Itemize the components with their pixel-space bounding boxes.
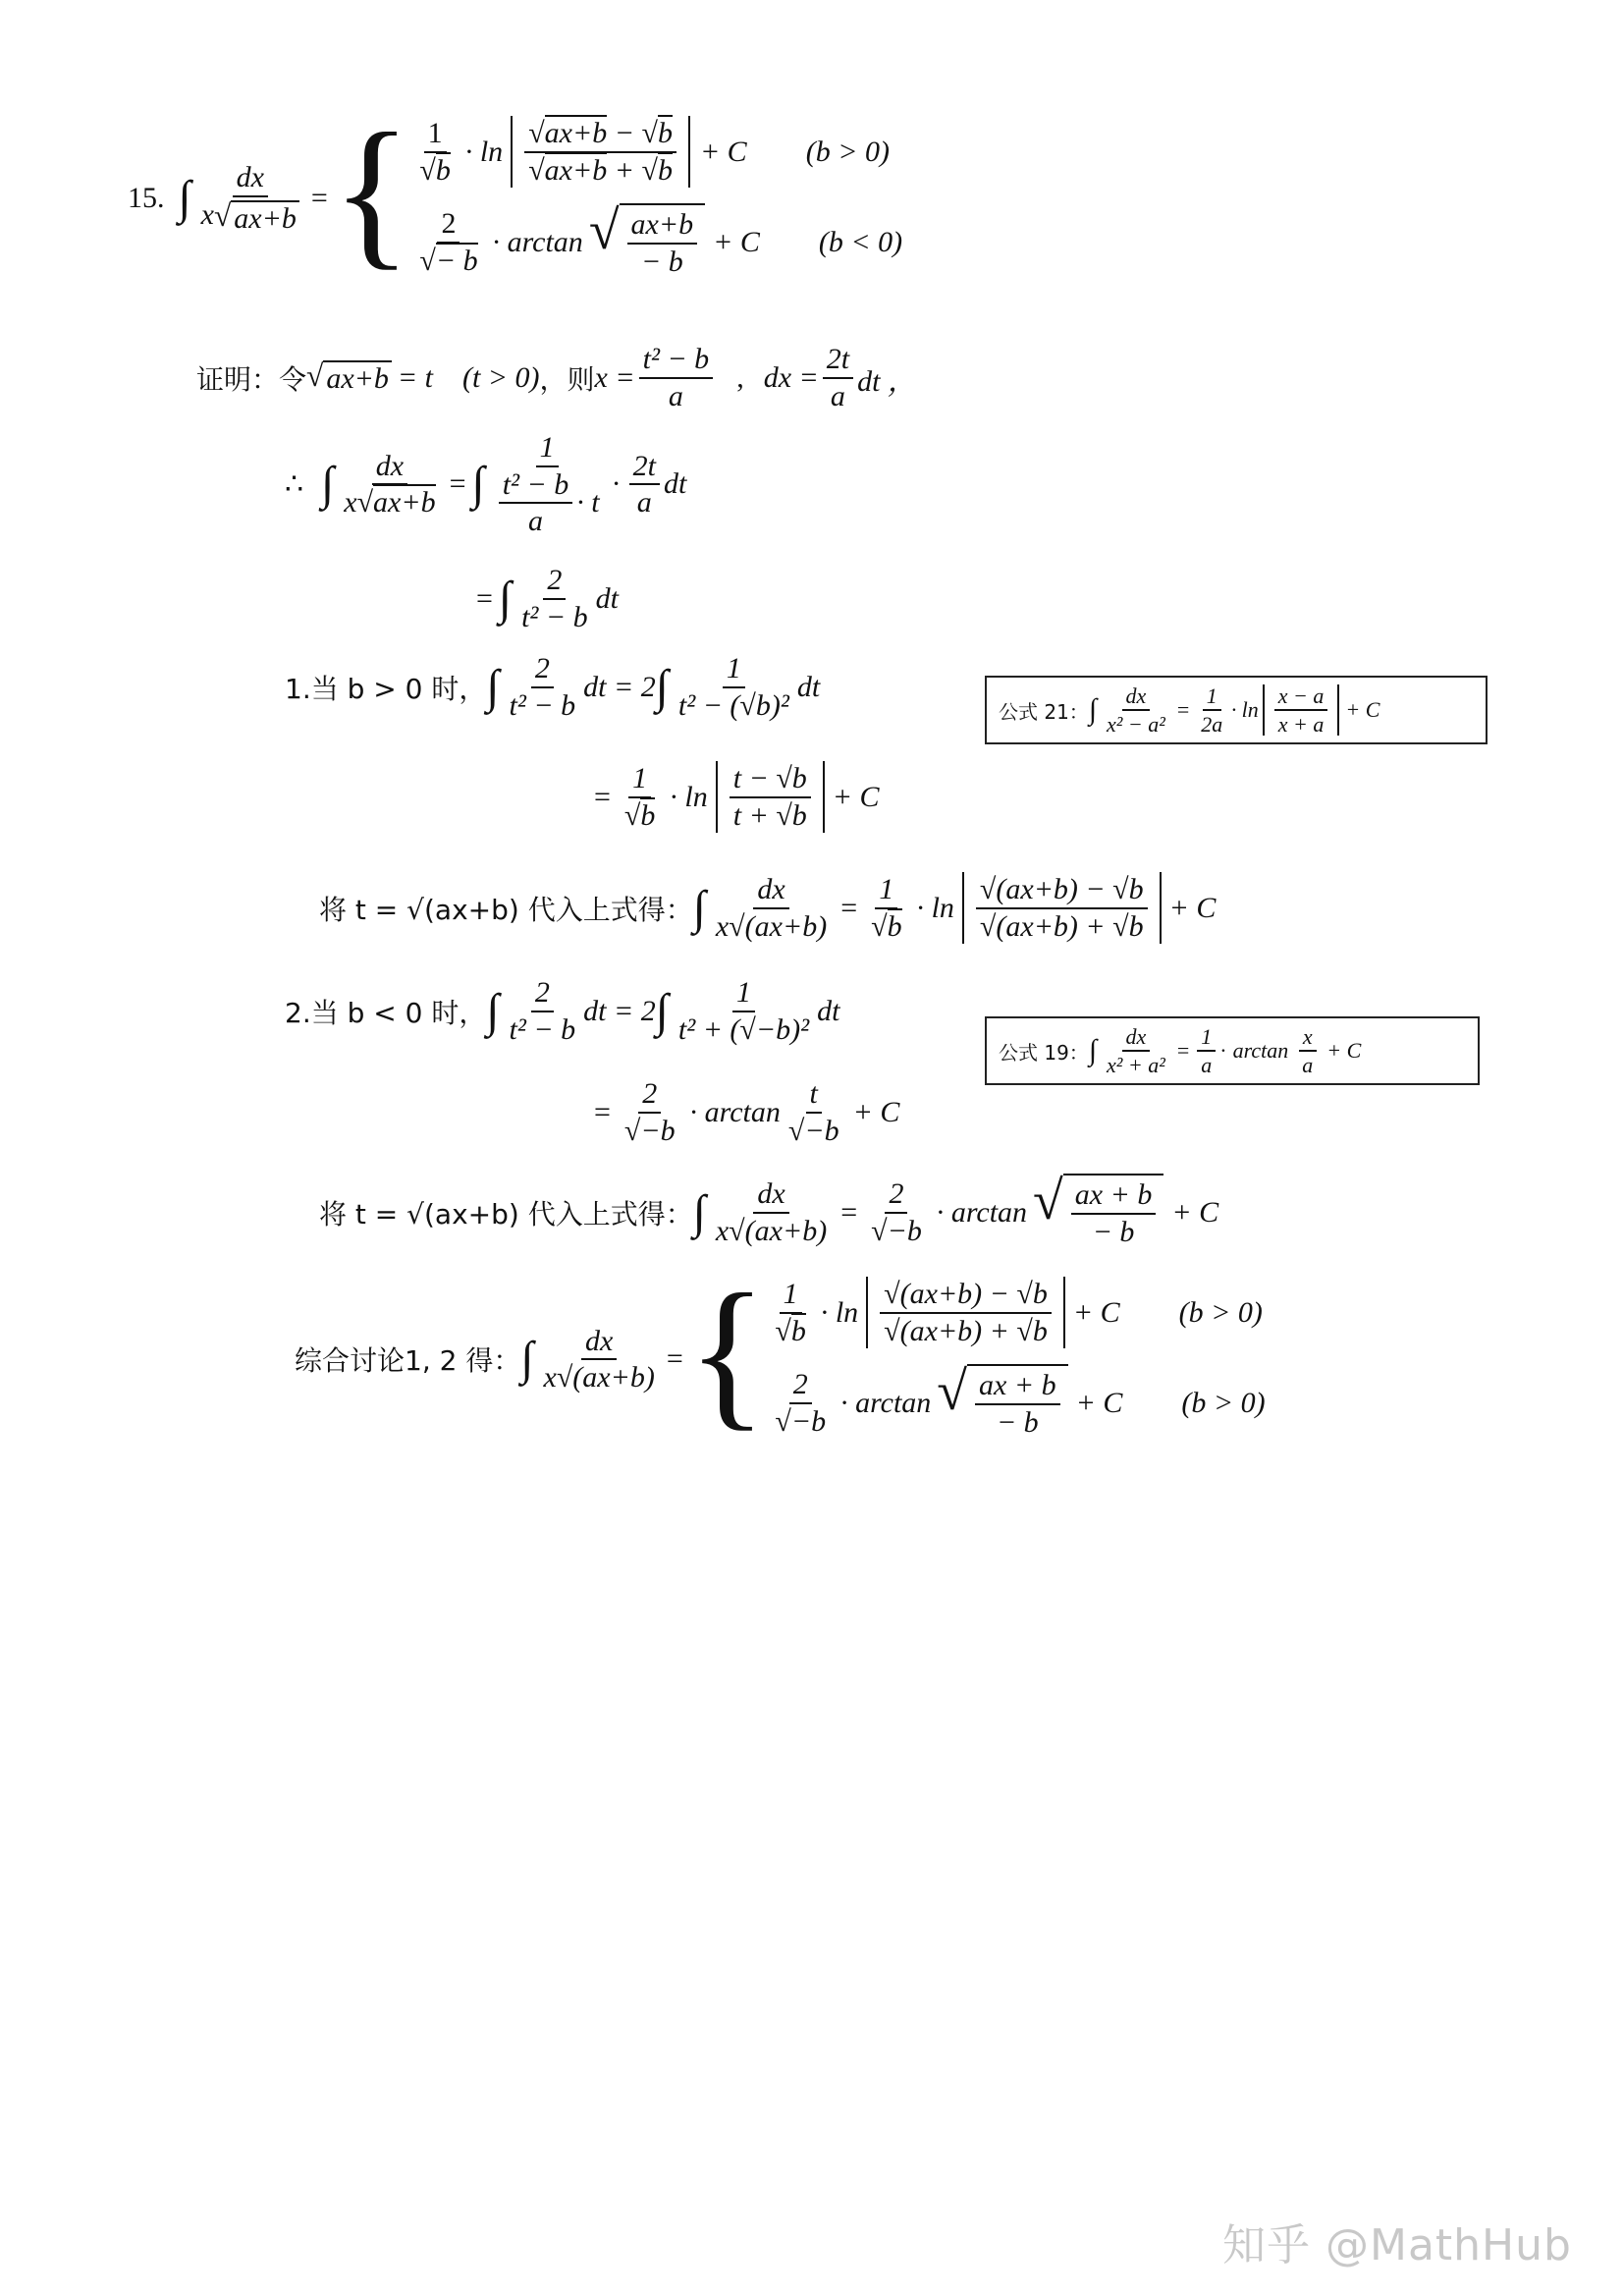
dx-den: a: [830, 379, 845, 412]
step1-lhs: $\frac{dx}{x√ax+b}$: [344, 449, 436, 519]
proof-x-frac: [639, 344, 714, 411]
lhs-fraction: [197, 162, 303, 234]
s1-lhs-num: dx: [372, 451, 407, 486]
case1-coef: [415, 118, 454, 186]
proof-then: ，则: [539, 362, 595, 396]
lhs-denominator: [197, 197, 303, 235]
ca-tail: + C: [832, 780, 880, 813]
sum-lhs-den: x√(ax+b): [543, 1361, 655, 1394]
case-b-result: = $\frac{2}{√-b}$ · arctan $\frac{t}{√-b}$ + C: [594, 1077, 900, 1147]
s2-dt: dt: [595, 581, 619, 615]
case2-coef: [415, 208, 481, 276]
proof-dt: dt ，: [857, 364, 917, 398]
summary-case-1: $\frac{1}{√b}$ · ln $\frac{√(ax+b) - √b}{√(ax+b) + √b}$ + C (b > 0): [775, 1278, 1263, 1347]
proof-dx-eq: dx =: [763, 360, 819, 394]
arctan-func: arctan: [507, 225, 583, 258]
watermark: 知乎 @MathHub: [1222, 2220, 1572, 2270]
summary: 综合讨论1, 2 得： ∫ $\frac{dx}{x√(ax+b)}$ = { $\frac{1}{√b}$ · ln $\frac{√(ax+b) - √b}{√(ax+b) + √b}$ + C (b > 0) $\frac{2}{√-b}$ · arctan √ $\frac{ax + b}{- b}$ + C (b > 0): [295, 1260, 1266, 1445]
summary-label: 综合讨论1, 2 得：: [295, 1344, 521, 1377]
proof-dx-frac: [823, 344, 853, 411]
sum-c2-den: √−b: [775, 1404, 827, 1438]
sum-c1-den: b: [790, 1314, 806, 1347]
proof-sqrt-arg: ax+b: [323, 360, 392, 395]
sum-c2-arg-num: ax + b: [975, 1370, 1060, 1405]
cb-den2: t² + (√−b)²: [677, 1012, 810, 1046]
lhs-numerator: dx: [233, 162, 268, 197]
proof-sqrt: √ ax+b: [306, 360, 392, 395]
ca-sub-in-den: √(ax+b) + √b: [979, 909, 1144, 943]
therefore-step1: ∴ ∫ $\frac{dx}{x√ax+b}$ = ∫ 1 $\frac{\text{t² − b}}{a}$ · t · $\frac{2t}{a}$ dt: [285, 431, 687, 537]
cb-num: 2: [531, 977, 554, 1012]
ca-sub-label: 将 t = √(ax+b) 代入上式得：: [319, 893, 693, 926]
f21-num: dx: [1122, 684, 1151, 711]
s2-den: t² − b: [521, 600, 588, 633]
cb-sub-tail: + C: [1171, 1195, 1219, 1229]
ca-den2: t² − (√b)²: [677, 688, 789, 722]
sqrt-ax-b: √ ax+b: [214, 200, 299, 235]
cb-sub-res-den: √−b: [871, 1214, 922, 1247]
cb-sub-label: 将 t = √(ax+b) 代入上式得：: [319, 1197, 693, 1230]
cb-mid: dt = 2: [583, 994, 656, 1027]
ca-sub-ln: ln: [931, 891, 954, 924]
c2-den-b: − b: [435, 244, 478, 277]
c2-arg-den: − b: [640, 245, 683, 278]
cb-t-num: t: [806, 1078, 822, 1114]
s1-f-den: a: [636, 486, 652, 519]
sum-c1-tail: + C: [1072, 1295, 1120, 1329]
ca-sub-res-den: b: [887, 909, 902, 943]
sum-c2-num: 2: [789, 1369, 812, 1404]
f19-tail: + C: [1326, 1038, 1362, 1063]
f21-den: x² − a²: [1107, 712, 1165, 737]
ca-sub-tail: + C: [1168, 891, 1217, 924]
sum-c2-arg-den: − b: [996, 1405, 1039, 1439]
ca-sub-num: dx: [753, 874, 788, 909]
sum-c1-in-num: √(ax+b) − √b: [880, 1279, 1052, 1314]
cb-sub-num: dx: [753, 1178, 788, 1214]
c1-den-b: b: [435, 153, 451, 187]
case-2: $\frac{2}{√- b}$ · arctan √ $\frac{ax+b}{- b}$ + C (b < 0): [411, 203, 902, 281]
cb-dt: dt: [817, 994, 840, 1027]
cb-sub-den: x√(ax+b): [715, 1214, 828, 1247]
cb-den: t² − b: [509, 1012, 576, 1046]
s1-inner-den-num: t² − b: [499, 469, 573, 505]
ca-mid: dt = 2: [583, 670, 656, 703]
proof-eq-t: = t: [397, 360, 433, 394]
s1-f-num: 2t: [629, 451, 660, 486]
i4: b: [657, 153, 673, 187]
ca-dt: dt: [796, 670, 821, 703]
cb-t-den: √−b: [787, 1114, 839, 1147]
ca-num2: 1: [723, 653, 745, 688]
i3: ax+b: [544, 153, 608, 187]
dx-num: 2t: [823, 344, 853, 379]
case2-cond: (b < 0): [818, 225, 903, 258]
s1-inner-num: 1: [536, 432, 559, 467]
c2-num: 2: [437, 208, 460, 244]
cb-sub-arg-num: ax + b: [1071, 1179, 1157, 1215]
f19-label: 公式 19：: [999, 1040, 1089, 1065]
cb-sub-res-num: 2: [885, 1178, 907, 1214]
lhs-den-x: x: [200, 197, 214, 231]
ca-ln: ln: [684, 780, 708, 813]
integral-sign: ∫: [178, 172, 191, 224]
sum-c1-in-den: √(ax+b) + √b: [884, 1314, 1048, 1347]
case-b-label: 2.当 b < 0 时，: [285, 996, 487, 1029]
f19-num: dx: [1122, 1025, 1151, 1052]
case-a-line1: 1.当 b > 0 时， ∫ $\frac{2}{\text{t² − b}}$ dt = 2 ∫ $\frac{1}{\text{t² − (√b)²}}$ dt: [285, 652, 821, 722]
sum-c2-cond: (b > 0): [1181, 1386, 1266, 1419]
therefore-sign: ∴: [285, 467, 304, 501]
f19-den: x² + a²: [1107, 1053, 1165, 1077]
case1-cond: (b > 0): [805, 135, 890, 168]
ca-t-den: t + √b: [732, 798, 807, 832]
c2-arg-num: ax+b: [627, 209, 698, 245]
ca-sub-res-num: 1: [875, 874, 897, 909]
ca-res-den: b: [640, 798, 656, 832]
step1-inner: [491, 432, 604, 537]
i2: b: [657, 117, 673, 149]
f21-in-den: x + a: [1277, 712, 1325, 737]
cb-res-num: 2: [638, 1078, 661, 1114]
sum-c2-tail: + C: [1075, 1386, 1123, 1419]
i1: ax+b: [544, 117, 608, 149]
sum-c2-arctan: arctan: [855, 1386, 932, 1419]
sqrt-arg: ax+b: [231, 200, 299, 235]
case1-inner-num: √ax+b − √b: [524, 118, 676, 153]
cases: [411, 116, 902, 281]
step2: = ∫ $\frac{2}{\text{t² − b}}$ dt: [476, 564, 619, 633]
x-den: a: [668, 379, 683, 412]
cb-tail: + C: [852, 1095, 900, 1128]
f21-in-num: x − a: [1274, 684, 1328, 711]
cb-sub-arg-den: − b: [1092, 1215, 1135, 1248]
case1-inner: [524, 118, 676, 186]
cb-arctan: arctan: [704, 1095, 781, 1128]
problem-15-statement: 15. ∫ dx x √ ax+b = { $\frac{1}{√b}$ · ln $\frac{√ax+b - √b}{√ax+b + √b}$ + C (b > 0) $\frac{2}{√- b}$ · arctan √ $\frac{ax+b}{- b}$ + C (b < 0): [128, 99, 903, 284]
proof-label: 证明：令: [196, 362, 307, 396]
case1-inner-den: √ax+b + √b: [528, 153, 673, 187]
case-a-label: 1.当 b > 0 时，: [285, 672, 487, 705]
case2-arg: [627, 209, 698, 277]
f19-in-den: a: [1302, 1053, 1314, 1077]
formula-21-box: 公式 21： ∫ $\frac{dx}{\text{x² − a²}}$ = $\frac{1}{2a}$ · ln $\frac{x - a}{x + a}$ + C: [985, 676, 1488, 744]
sum-lhs-num: dx: [581, 1326, 617, 1361]
ca-num: 2: [531, 653, 554, 688]
problem-number: 15.: [128, 182, 165, 214]
s1-lhs-sqrt: ax+b: [373, 486, 436, 519]
proof-cond: (t > 0): [461, 360, 540, 394]
ca-sub-in-num: √(ax+b) − √b: [976, 874, 1148, 909]
cb-sub-arctan: arctan: [950, 1195, 1028, 1229]
cb-num2: 1: [732, 977, 755, 1012]
cases-brace: {: [331, 99, 412, 284]
case-1: $\frac{1}{√b}$ · ln $\frac{√ax+b - √b}{√ax+b + √b}$ + C (b > 0): [411, 116, 902, 188]
formula-19-box: 公式 19： ∫ $\frac{dx}{\text{x² + a²}}$ = $\frac{1}{a}$ · arctan $\frac{x}{a}$ + C: [985, 1016, 1480, 1085]
case-a-result: = $\frac{1}{√b}$ · ln $\frac{t - √b}{t + √b}$ + C: [594, 762, 880, 832]
step2-frac: [517, 565, 592, 632]
sum-c1-num: 1: [780, 1279, 802, 1314]
case-b-line1: 2.当 b < 0 时， ∫ $\frac{2}{\text{t² − b}}$ dt = 2 ∫ $\frac{1}{\text{t² + (√−b)²}}$ dt: [285, 976, 840, 1046]
summary-brace: {: [686, 1260, 768, 1445]
c1-num: 1: [424, 118, 447, 153]
case2-tail: + C: [713, 225, 760, 258]
c2-den: √− b: [419, 244, 478, 277]
f21-tail: + C: [1345, 697, 1380, 722]
cb-res-den: √−b: [623, 1114, 676, 1147]
f21-coef-num: 1: [1203, 684, 1221, 711]
abs-value: [511, 116, 690, 188]
ca-den: t² − b: [509, 688, 576, 722]
f19-in-num: x: [1299, 1025, 1317, 1052]
f19-coef-num: 1: [1197, 1025, 1216, 1052]
x-num: t² − b: [639, 344, 714, 379]
s1-times-t: · t: [576, 486, 600, 519]
proof-x-eq: x =: [594, 360, 635, 394]
case-b-sub: 将 t = √(ax+b) 代入上式得： ∫ $\frac{dx}{x√(ax+b)}$ = $\frac{2}{√-b}$ · arctan √ $\frac{ax + b}{- b}$ + C: [319, 1174, 1218, 1251]
s1-dt: dt: [663, 467, 687, 501]
step1-factor: [629, 451, 660, 519]
ca-t-num: t − √b: [730, 763, 811, 798]
ca-sub-den: x√(ax+b): [715, 909, 828, 943]
summary-case-2: $\frac{2}{√-b}$ · arctan √ $\frac{ax + b}{- b}$ + C (b > 0): [767, 1364, 1265, 1442]
sum-c1-ln: ln: [835, 1295, 859, 1329]
ln-func: ln: [479, 135, 504, 168]
f21-ln: ln: [1241, 697, 1259, 722]
sum-c1-cond: (b > 0): [1178, 1295, 1263, 1329]
f21-label: 公式 21：: [999, 699, 1089, 724]
case-a-sub: 将 t = √(ax+b) 代入上式得： ∫ $\frac{dx}{x√(ax+b)}$ = $\frac{1}{√b}$ · ln $\frac{√(ax+b) - √b}{√(ax+b) + √b}$ + C: [319, 873, 1217, 943]
case2-sqrt: √ $\frac{ax+b}{- b}$: [589, 203, 705, 281]
case1-tail: + C: [699, 135, 747, 168]
proof-substitution: 证明：令 √ ax+b = t (t > 0) ，则 x = $\frac{\text{t² − b}}{a}$ , dx = $\frac{2t}{a}$ dt ，: [196, 343, 917, 412]
s2-num: 2: [543, 565, 566, 600]
f19-coef-den: a: [1201, 1053, 1213, 1077]
s1-inner-den-den: a: [527, 505, 543, 537]
f21-coef-den: 2a: [1201, 712, 1223, 737]
c1-den: √b: [419, 153, 451, 187]
ca-res-num: 1: [628, 763, 651, 798]
s1-lhs-x: x: [344, 486, 357, 519]
f19-arctan: arctan: [1232, 1038, 1289, 1063]
